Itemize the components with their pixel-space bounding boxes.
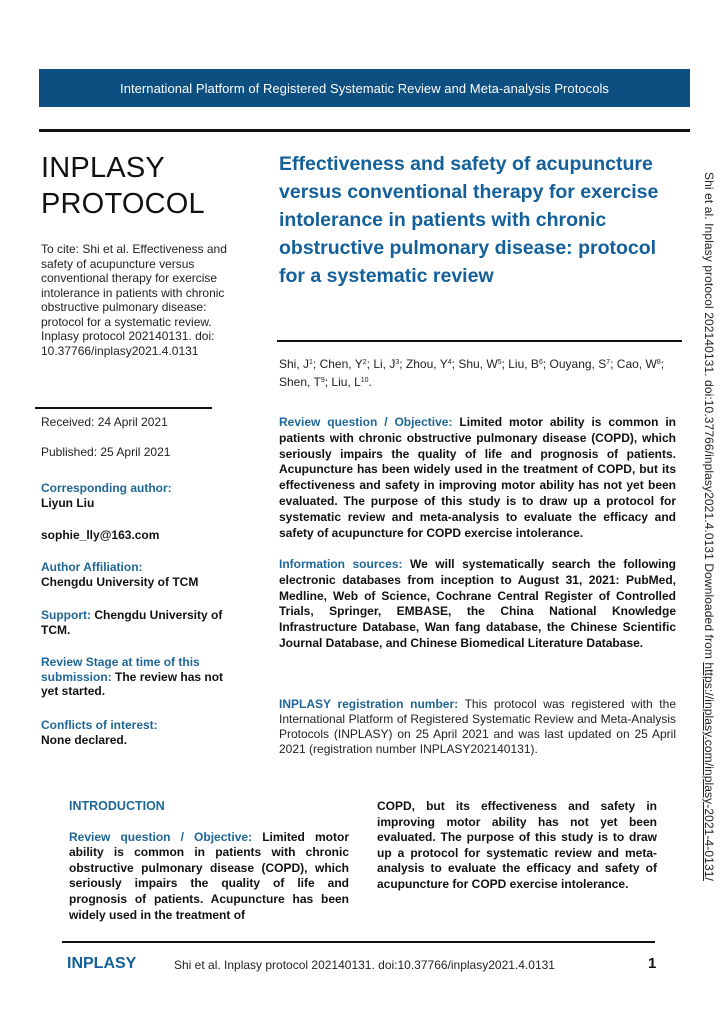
support-info: Support: Chengdu University of TCM. [41,608,223,637]
author-separator: ; [542,357,550,371]
introduction-column-2: COPD, but its effectiveness and safety in improving motor ability has not yet been evaluated. The purpose of this study is to draw up a protocol for systematic review and meta-analysis to evaluate the efficacy and safety of acupuncture for COPD exercise intolerance. [377,799,657,891]
author-separator: ; [660,357,665,371]
author-name: Ouyang, S [549,357,607,371]
title-divider [277,340,682,342]
banner-text: International Platform of Registered Systematic Review and Meta-analysis Protocols [120,80,609,96]
footer-divider [62,941,655,943]
published-date: Published: 25 April 2021 [41,445,171,459]
download-note: Shi et al. Inplasy protocol 202140131. doi:10.37766/inplasy2021.4.0131 Downloaded from https://inplasy.com/inplasy-2021-4-0131/ [702,172,716,881]
abstract-information-sources: Information sources: We will systematically search the following electronic databases from inception to August 31, 2021: PubMed, Medline, Web of Science, Cochrane Central Register of Controlled Trials, Springer, EMBASE, the China National Knowledge Infrastructure Database, Wan fang database, the Chinese Scientific Journal Database, and Chinese Biomedical Literature Database. [279,557,676,650]
author-affiliation-marker: 9 [320,376,325,384]
author-name: Liu, L [331,374,361,389]
platform-banner [39,69,690,107]
author-name: Zhou, Y [405,357,448,371]
author-separator: ; [324,374,332,389]
top-divider [39,129,690,132]
author-name: Cao, W [616,357,657,371]
brand-title: INPLASY PROTOCOL [41,152,205,220]
author-affiliation-marker: 8 [656,359,661,366]
introduction-column-1: INTRODUCTION Review question / Objective: Limited motor ability is common in patients with chronic obstructive pulmonary disease (COPD), which seriously impairs the quality of life and prognosis of patients. Acupuncture has been widely used in the treatment of [69,799,349,922]
author-separator: ; [501,357,509,371]
introduction-heading: INTRODUCTION [69,799,165,813]
review-stage: Review Stage at time of this submission: The review has not yet started. [41,655,224,698]
footer-brand: INPLASY [67,955,137,972]
author-separator: ; [451,357,459,371]
author-affiliation-marker: 10 [360,376,369,384]
author-separator: ; [399,357,406,371]
author-separator: ; [610,357,617,371]
author-name: Shi, J [279,357,310,371]
abstract-review-question: Review question / Objective: Limited motor ability is common in patients with chronic obstructive pulmonary disease (COPD), which seriously impairs the quality of life and prognosis of patients. Acupuncture has been widely used in the treatment of COPD, but its effectiveness and safety in improving motor ability has not yet been evaluated. The purpose of this study is to draw up a protocol for systematic review and meta-analysis to evaluate the efficacy and safety of acupuncture for COPD exercise intolerance. [279,415,676,540]
abstract-registration: INPLASY registration number: This protocol was registered with the International Platform of Registered Systematic Review and Meta-Analysis Protocols (INPLASY) on 25 April 2021 and was last updated on 25 April 2021 (registration number INPLASY202140131). [279,697,676,756]
author-list [279,355,689,390]
left-divider [35,407,212,409]
author-name: Liu, B [508,357,539,371]
author-separator: . [368,374,372,389]
footer-citation: Shi et al. Inplasy protocol 202140131. doi:10.37766/inplasy2021.4.0131 [174,958,555,972]
author-name: Li, J [373,357,396,371]
received-date: Received: 24 April 2021 [41,415,168,429]
page-number: 1 [648,955,657,972]
author-affiliation-marker: 2 [362,359,367,366]
author-affiliation-marker: 3 [395,359,400,366]
download-link[interactable]: https://inplasy.com/inplasy-2021-4-0131/ [702,662,716,881]
author-affiliation-marker: 4 [447,359,452,366]
author-affiliation: Author Affiliation: Chengdu University of TCM [41,560,199,589]
conflicts-of-interest: Conflicts of interest: None declared. [41,718,158,747]
author-affiliation-marker: 5 [497,359,502,366]
citation-text: To cite: Shi et al. Effectiveness and safety of acupuncture versus conventional therapy for exercise intolerance in patients with chronic obstructive pulmonary disease: protocol for a systematic review. Inplasy protocol 202140131. doi: 10.37766/inplasy2021.4.0131 [41,242,227,358]
author-name: Shu, W [458,357,498,371]
author-name: Shen, T [279,374,321,389]
author-name: Chen, Y [319,357,363,371]
corresponding-author: Corresponding author: Liyun Liu [41,481,172,510]
corresponding-email[interactable]: sophie_lly@163.com [41,528,160,542]
left-sidebar [41,150,241,358]
author-affiliation-marker: 6 [538,359,543,366]
article-title: Effectiveness and safety of acupuncture versus conventional therapy for exercise intolerance in patients with chronic obstructive pulmonary disease: protocol for a systematic review [279,153,659,287]
author-affiliation-marker: 1 [309,359,313,366]
author-affiliation-marker: 7 [606,359,611,366]
author-separator: ; [366,357,374,371]
author-separator: ; [312,357,320,371]
